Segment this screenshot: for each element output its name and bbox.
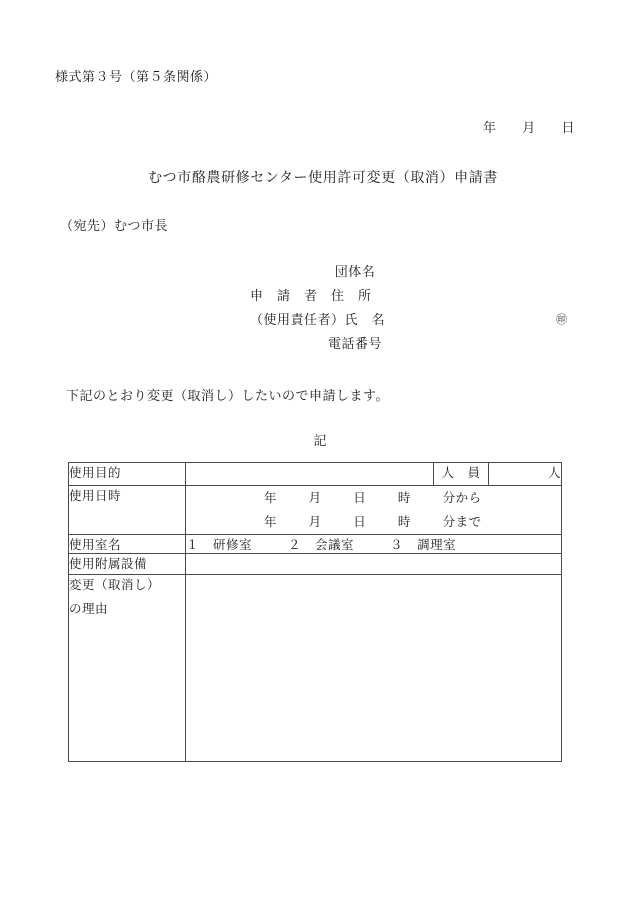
from-month: 月 — [308, 491, 322, 505]
room-label: 使用室名 — [69, 535, 186, 554]
datetime-value[interactable] — [186, 486, 562, 535]
from-minute: 分から — [442, 491, 482, 505]
form-number: 様式第３号（第５条関係） — [55, 69, 218, 84]
applicant-row — [0, 260, 630, 284]
datetime-line-to — [186, 510, 561, 534]
table-row — [69, 463, 562, 486]
equipment-label: 使用附属設備 — [69, 554, 186, 575]
applicant-phone-label: 電話番号 — [327, 336, 382, 351]
equipment-value[interactable] — [186, 554, 562, 575]
purpose-value[interactable] — [186, 463, 434, 486]
reason-label-line1: 変更（取消し） — [69, 578, 161, 592]
application-table — [68, 462, 562, 762]
statement-text: 下記のとおり変更（取消し）したいので申請します。 — [66, 388, 389, 403]
room-options[interactable] — [186, 535, 562, 554]
applicant-row — [0, 284, 630, 308]
applicant-row — [0, 332, 630, 356]
table-row — [69, 575, 562, 762]
date-day: 日 — [561, 120, 575, 135]
from-hour: 時 — [397, 491, 411, 505]
room-option-3-label[interactable]: 調理室 — [417, 538, 457, 552]
table-row — [69, 486, 562, 535]
ki-marker: 記 — [313, 433, 327, 448]
reason-value[interactable] — [186, 575, 562, 762]
applicant-block — [0, 260, 630, 356]
to-day: 日 — [353, 515, 367, 529]
people-label: 人 員 — [434, 463, 489, 486]
to-minute: 分まで — [442, 515, 482, 529]
reason-label — [69, 575, 186, 762]
datetime-line-from — [186, 486, 561, 510]
purpose-label: 使用目的 — [69, 463, 186, 486]
table-row — [69, 554, 562, 575]
date-year: 年 — [482, 120, 497, 135]
table-row — [69, 535, 562, 554]
applicant-row — [0, 308, 630, 332]
page-title: むつ市酪農研修センター使用許可変更（取消）申請書 — [148, 171, 498, 186]
room-option-1-number: １ — [186, 538, 200, 552]
applicant-group-name-label: 団体名 — [334, 264, 376, 279]
from-day: 日 — [353, 491, 367, 505]
applicant-name-label: （使用責任者）氏 名 — [250, 312, 386, 327]
to-month: 月 — [308, 515, 322, 529]
people-value[interactable]: 人 — [489, 463, 562, 486]
date-line — [483, 117, 575, 136]
to-hour: 時 — [397, 515, 411, 529]
applicant-address-label: 申 請 者 住 所 — [250, 288, 372, 303]
room-option-2-label[interactable]: 会議室 — [315, 538, 355, 552]
room-option-2-number: ２ — [288, 538, 302, 552]
reason-label-line2: の理由 — [69, 602, 109, 616]
from-year: 年 — [264, 491, 278, 505]
room-option-1-label[interactable]: 研修室 — [213, 538, 253, 552]
datetime-label: 使用日時 — [69, 486, 186, 535]
room-option-3-number: ３ — [390, 538, 404, 552]
date-month: 月 — [522, 120, 536, 135]
to-year: 年 — [264, 515, 278, 529]
seal-icon: ㊞ — [556, 314, 568, 326]
addressee: （宛先）むつ市長 — [60, 218, 169, 233]
